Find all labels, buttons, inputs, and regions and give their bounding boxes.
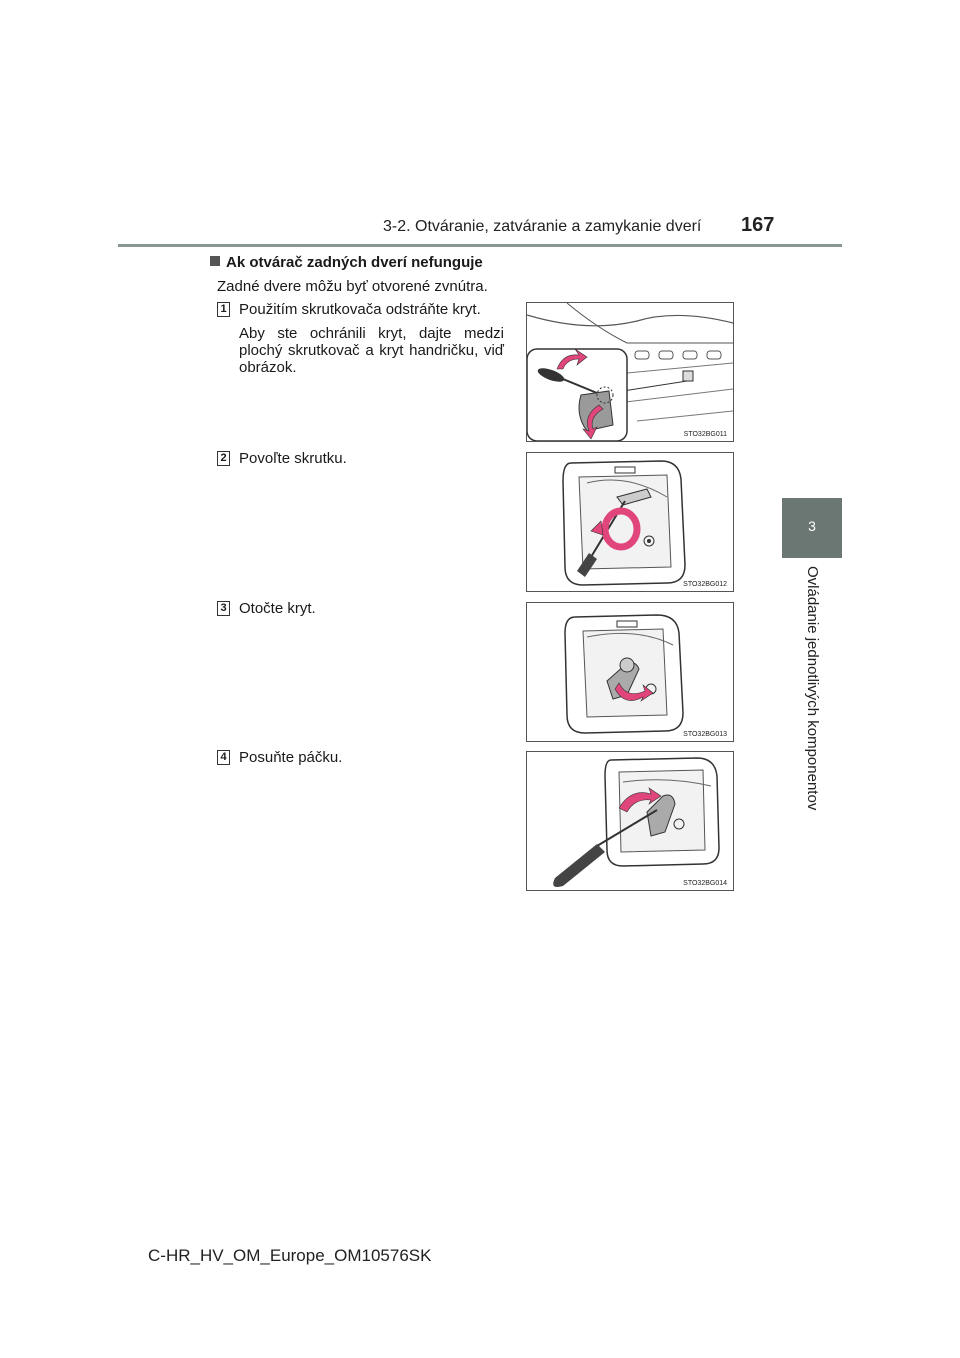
figure-code-1: STO32BG011 xyxy=(683,431,727,438)
figure-loosen-screw xyxy=(526,452,734,592)
heading-text: Ak otvárač zadných dverí nefunguje xyxy=(226,254,483,271)
header-divider xyxy=(118,244,842,247)
bullet-square-icon xyxy=(210,256,220,266)
figure-4-illustration xyxy=(527,752,733,890)
section-title: 3-2. Otváranie, zatváranie a zamykanie dverí xyxy=(383,218,702,235)
figure-code-4: STO32BG014 xyxy=(683,880,727,887)
document-id: C-HR_HV_OM_Europe_OM10576SK xyxy=(148,1246,432,1265)
figure-2-illustration xyxy=(527,453,733,591)
chapter-title: Ovládanie jednotlivých komponentov xyxy=(804,566,821,811)
step-number-3: 3 xyxy=(217,601,230,616)
chapter-tab xyxy=(782,498,842,558)
figure-code-2: STO32BG012 xyxy=(683,581,727,588)
figure-remove-cover xyxy=(526,302,734,442)
chapter-number: 3 xyxy=(808,518,816,534)
step-number-1: 1 xyxy=(217,302,230,317)
step-note-1: Aby ste ochránili kryt, dajte medzi plochý skrutkovač a kryt handričku, viď obrázok. xyxy=(239,325,504,376)
step-text-1: Použitím skrutkovača odstráňte kryt. xyxy=(239,301,481,318)
figure-1-illustration xyxy=(527,303,733,441)
figure-slide-lever xyxy=(526,751,734,891)
step-text-3: Otočte kryt. xyxy=(239,600,316,617)
step-number-2: 2 xyxy=(217,451,230,466)
step-number-4: 4 xyxy=(217,750,230,765)
figure-3-illustration xyxy=(527,603,733,741)
figure-code-3: STO32BG013 xyxy=(683,731,727,738)
step-text-4: Posuňte páčku. xyxy=(239,749,343,766)
page-number: 167 xyxy=(741,214,775,236)
intro-text: Zadné dvere môžu byť otvorené zvnútra. xyxy=(217,278,488,295)
chapter-title-container xyxy=(783,566,843,814)
subsection-heading xyxy=(210,254,483,271)
figure-rotate-cover xyxy=(526,602,734,742)
step-text-2: Povoľte skrutku. xyxy=(239,450,347,467)
